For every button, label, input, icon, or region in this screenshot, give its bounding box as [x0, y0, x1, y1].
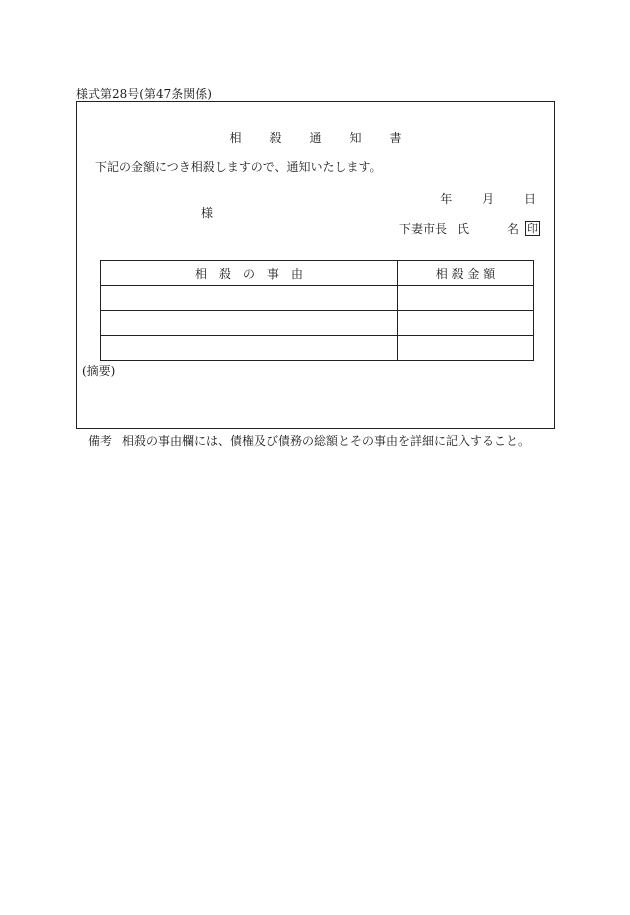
- note-label: 備考: [88, 434, 113, 448]
- notice-text: 下記の金額につき相殺しますので、通知いたします。: [95, 160, 382, 174]
- title-char: 相: [229, 131, 242, 145]
- issuer-title: 下妻市長: [398, 222, 447, 236]
- offset-amount-cell[interactable]: [398, 336, 534, 361]
- offset-reason-cell[interactable]: [101, 286, 398, 311]
- date-row: [414, 190, 536, 207]
- form-number: 様式第28号(第47条関係): [76, 87, 212, 101]
- table-row: [101, 286, 534, 311]
- form-title: [77, 129, 554, 146]
- date-day: 日: [523, 192, 536, 206]
- header-offset-reason: 相 殺 の 事 由: [101, 261, 398, 286]
- table-row: [101, 311, 534, 336]
- addressee-suffix: 様: [201, 206, 214, 220]
- issuer-name-part1: 氏: [456, 222, 469, 236]
- seal-mark: 印: [527, 222, 538, 235]
- note-text: 相殺の事由欄には、債権及び債務の総額とその事由を詳細に記入すること。: [122, 434, 531, 448]
- header-offset-amount: 相 殺 金 額: [398, 261, 534, 286]
- offset-amount-cell[interactable]: [398, 311, 534, 336]
- table-row: [101, 336, 534, 361]
- issuer: [399, 220, 540, 237]
- title-char: 通: [309, 131, 322, 145]
- issuer-name-part2: 名: [506, 222, 519, 236]
- title-char: 殺: [269, 131, 282, 145]
- offset-table: [100, 260, 534, 361]
- offset-amount-cell[interactable]: [398, 286, 534, 311]
- remarks-label: (摘要): [82, 364, 116, 378]
- date-year: 年: [440, 192, 453, 206]
- title-char: 知: [349, 131, 362, 145]
- table-header-row: [101, 261, 534, 286]
- offset-reason-cell[interactable]: [101, 311, 398, 336]
- form-frame: [76, 101, 555, 429]
- note: [88, 432, 530, 449]
- title-char: 書: [389, 131, 402, 145]
- offset-reason-cell[interactable]: [101, 336, 398, 361]
- date-month: 月: [482, 192, 495, 206]
